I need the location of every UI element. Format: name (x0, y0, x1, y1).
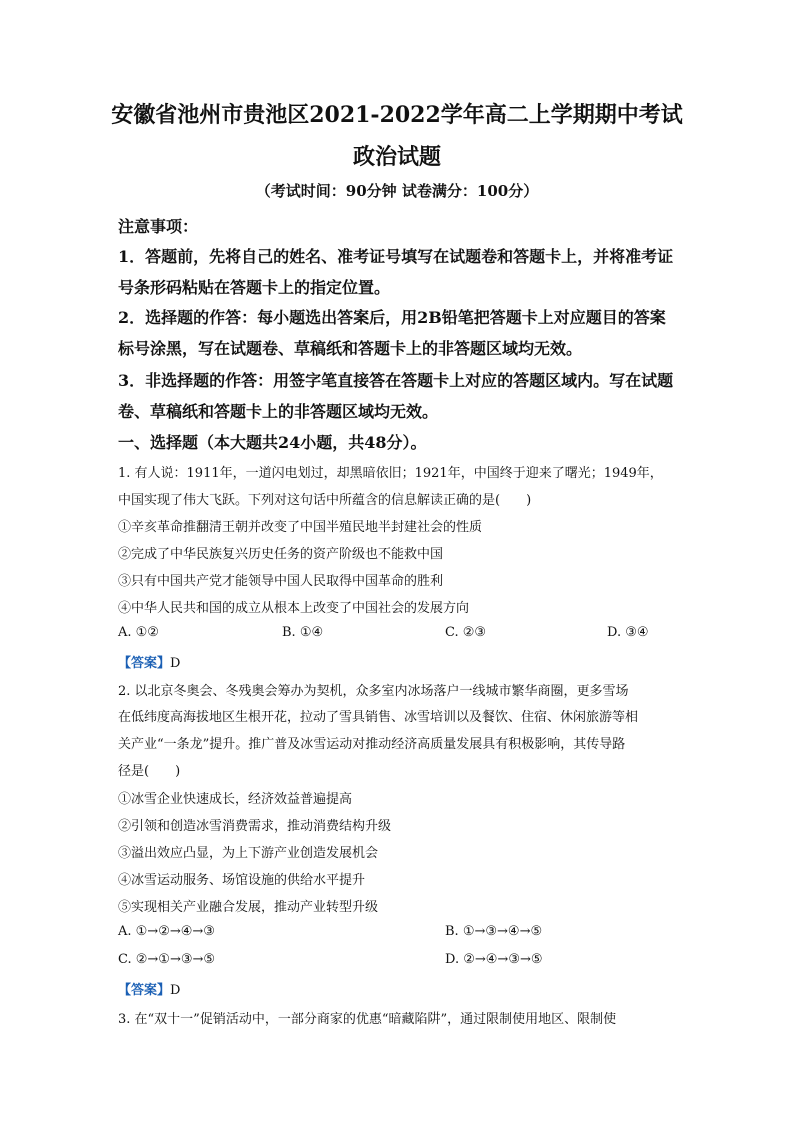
notice-line: 卷、草稿纸和答题卡上的非答题区域均无效。 (118, 402, 439, 421)
answer-value: D (170, 656, 181, 671)
q2-stem-line: 径是( ) (118, 764, 181, 779)
q2-stem-line: 2. 以北京冬奥会、冬残奥会筹办为契机，众多室内冰场落户一线城市繁华商圈，更多雪场 (118, 684, 629, 699)
q1-option-d: D. ③④ (607, 625, 649, 640)
q2-option-a: A. ①→②→④→③ (118, 924, 215, 939)
q2-item: ②引领和创造冰雪消费需求，推动消费结构升级 (118, 819, 392, 834)
q1-item: ③只有中国共产党才能领导中国人民取得中国革命的胜利 (118, 574, 444, 589)
q1-stem-line: 1. 有人说：1911年，一道闪电划过，却黑暗依旧；1921年，中国终于迎来了曙光；1949年， (118, 466, 663, 481)
document-subtitle: 政治试题 (352, 144, 441, 170)
q1-answer (118, 652, 180, 671)
answer-value: D (170, 983, 181, 998)
q1-option-a: A. ①② (118, 625, 159, 640)
q2-item: ①冰雪企业快速成长，经济效益普遍提高 (118, 792, 353, 807)
q1-item: ①辛亥革命推翻清王朝并改变了中国半殖民地半封建社会的性质 (118, 520, 483, 535)
notice-line: 1．答题前，先将自己的姓名、准考证号填写在试题卷和答题卡上，并将准考证 (118, 247, 674, 266)
notice-line: 2．选择题的作答：每小题选出答案后，用2B铅笔把答题卡上对应题目的答案 (118, 308, 666, 327)
q2-answer (118, 979, 180, 998)
q2-item: ⑤实现相关产业融合发展，推动产业转型升级 (118, 900, 379, 915)
q3-stem-line: 3. 在“双十一”促销活动中，一部分商家的优惠“暗藏陷阱”，通过限制使用地区、限制使 (118, 1012, 617, 1027)
q1-option-c: C. ②③ (445, 625, 487, 640)
answer-tag: 【答案】 (118, 983, 171, 998)
notice-heading: 注意事项： (118, 217, 199, 236)
q2-option-c: C. ②→①→③→⑤ (118, 952, 216, 967)
exam-info: （考试时间：90分钟 试卷满分：100分） (255, 182, 539, 200)
q2-item: ④冰雪运动服务、场馆设施的供给水平提升 (118, 873, 366, 888)
notice-line: 号条形码粘贴在答题卡上的指定位置。 (118, 278, 391, 297)
q2-item: ③溢出效应凸显，为上下游产业创造发展机会 (118, 846, 379, 861)
notice-line: 3．非选择题的作答：用签字笔直接答在答题卡上对应的答题区域内。写在试题 (118, 371, 674, 390)
q1-stem-line: 中国实现了伟大飞跃。下列对这句话中所蕴含的信息解读正确的是( ) (118, 493, 532, 508)
section-heading: 一、选择题（本大题共24小题，共48分）。 (118, 433, 427, 452)
q1-item: ④中华人民共和国的成立从根本上改变了中国社会的发展方向 (118, 601, 470, 616)
notice-line: 标号涂黑，写在试题卷、草稿纸和答题卡上的非答题区域均无效。 (118, 339, 583, 358)
q2-option-b: B. ①→③→④→⑤ (445, 924, 543, 939)
q1-option-b: B. ①④ (282, 625, 324, 640)
q1-item: ②完成了中华民族复兴历史任务的资产阶级也不能救中国 (118, 547, 444, 562)
answer-tag: 【答案】 (118, 656, 171, 671)
q2-stem-line: 在低纬度高海拔地区生根开花，拉动了雪具销售、冰雪培训以及餐饮、住宿、休闲旅游等相 (118, 710, 639, 725)
document-title: 安徽省池州市贵池区2021-2022学年高二上学期期中考试 (111, 102, 683, 128)
q2-option-d: D. ②→④→③→⑤ (445, 952, 543, 967)
q2-stem-line: 关产业“一条龙”提升。推广普及冰雪运动对推动经济高质量发展具有积极影响，其传导路 (118, 737, 626, 752)
